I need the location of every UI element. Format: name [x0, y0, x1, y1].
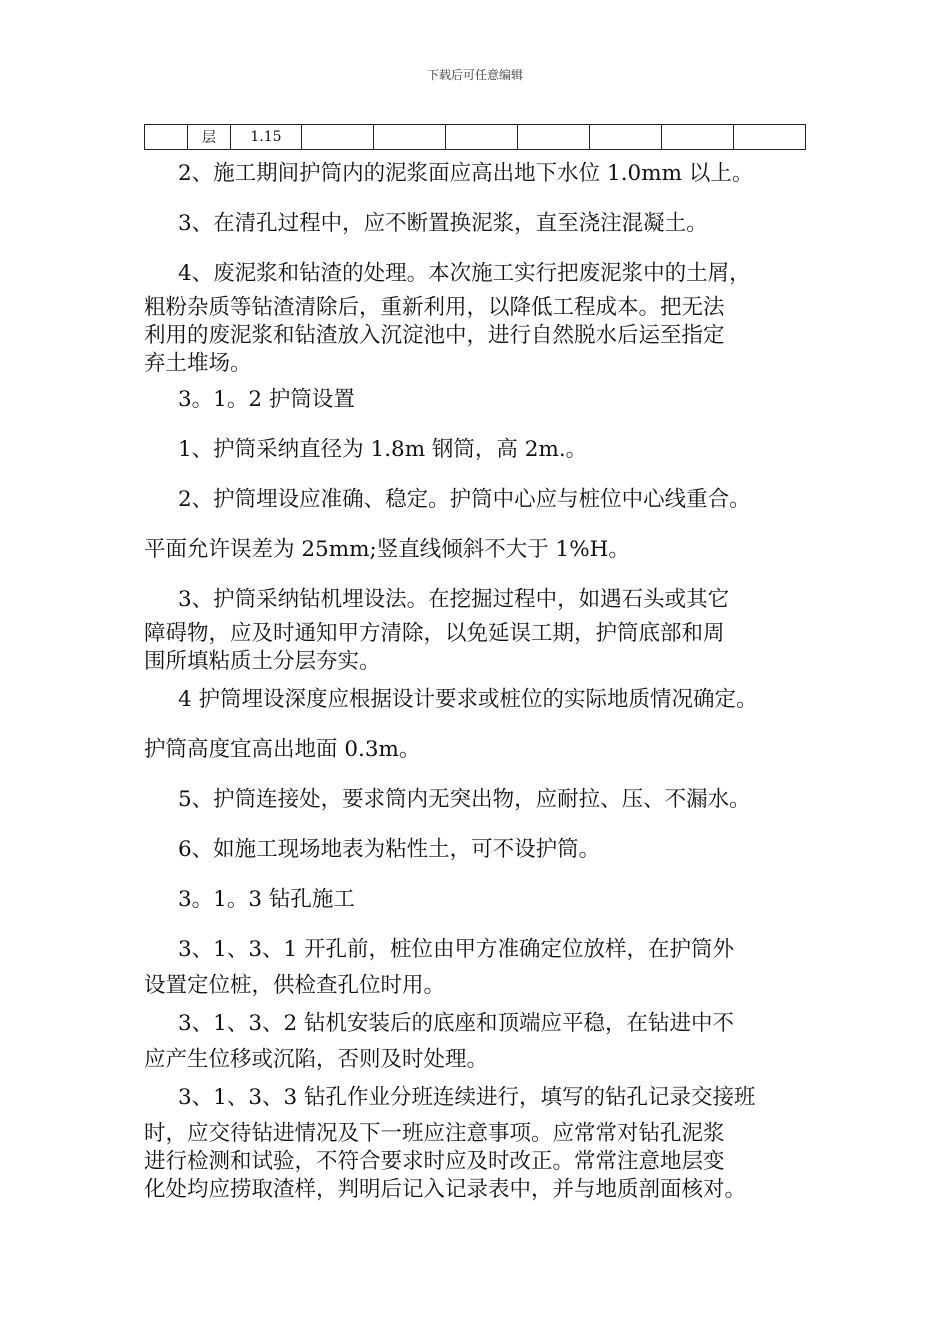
soil-layer-table — [144, 124, 806, 150]
table-cell — [446, 125, 518, 150]
paragraph: 3、护筒采纳钻机埋设法。在挖掘过程中，如遇石头或其它 — [178, 587, 730, 612]
paragraph-line: 应产生位移或沉陷，否则及时处理。 — [144, 1047, 489, 1072]
paragraph-line: 平面允许误差为 25mm;竖直线倾斜不大于 1%H。 — [144, 537, 630, 562]
table-cell — [662, 125, 734, 150]
paragraph: 2、护筒埋设应准确、稳定。护筒中心应与桩位中心线重合。 — [178, 487, 751, 512]
document-body — [144, 160, 816, 1204]
paragraph-line: 化处均应捞取渣样，判明后记入记录表中，并与地质剖面核对。 — [144, 1177, 747, 1202]
paragraph-line: 护筒高度宜高出地面 0.3m。 — [144, 737, 421, 762]
paragraph: 4 护筒埋设深度应根据设计要求或桩位的实际地质情况确定。 — [178, 687, 758, 712]
paragraph-line: 弃土堆场。 — [144, 351, 252, 376]
paragraph-line: 进行检测和试验，不符合要求时应及时改正。常常注意地层变 — [144, 1149, 725, 1174]
paragraph: 2、施工期间护筒内的泥浆面应高出地下水位 1.0mm 以上。 — [178, 161, 754, 186]
paragraph-line: 利用的废泥浆和钻渣放入沉淀池中，进行自然脱水后运至指定 — [144, 323, 725, 348]
paragraph-line: 障碍物，应及时通知甲方清除，以免延误工期，护筒底部和周 — [144, 621, 725, 646]
section-heading: 3。1。3 钻孔施工 — [178, 887, 355, 912]
download-note: 下载后可任意编辑 — [426, 68, 523, 82]
paragraph: 4、废泥浆和钻渣的处理。本次施工实行把废泥浆中的土屑， — [178, 261, 751, 286]
table-cell: 层 — [188, 125, 231, 150]
paragraph: 3、1、3、2 钻机安装后的底座和顶端应平稳，在钻进中不 — [178, 1011, 735, 1036]
table-cell — [145, 125, 188, 150]
paragraph: 5、护筒连接处，要求筒内无突出物，应耐拉、压、不漏水。 — [178, 787, 751, 812]
table-cell: 1.15 — [231, 125, 302, 150]
paragraph-line: 时，应交待钻进情况及下一班应注意事项。应常常对钻孔泥浆 — [144, 1121, 725, 1146]
table-row — [145, 125, 806, 150]
paragraph: 3、1、3、1 开孔前，桩位由甲方准确定位放样，在护筒外 — [178, 937, 735, 962]
table-cell — [518, 125, 590, 150]
paragraph: 3、在清孔过程中，应不断置换泥浆，直至浇注混凝土。 — [178, 211, 708, 236]
paragraph: 6、如施工现场地表为粘性土，可不设护筒。 — [178, 837, 601, 862]
paragraph-line: 围所填粘质土分层夯实。 — [144, 649, 381, 674]
paragraph: 1、护筒采纳直径为 1.8m 钢筒，高 2m.。 — [178, 437, 588, 462]
paragraph: 3、1、3、3 钻孔作业分班连续进行，填写的钻孔记录交接班 — [178, 1085, 756, 1110]
table-cell — [734, 125, 806, 150]
paragraph-line: 设置定位桩，供检查孔位时用。 — [144, 973, 446, 998]
table-cell — [590, 125, 662, 150]
paragraph-line: 粗粉杂质等钻渣清除后，重新利用，以降低工程成本。把无法 — [144, 295, 725, 320]
table-cell — [302, 125, 374, 150]
table-cell — [374, 125, 446, 150]
section-heading: 3。1。2 护筒设置 — [178, 387, 355, 412]
